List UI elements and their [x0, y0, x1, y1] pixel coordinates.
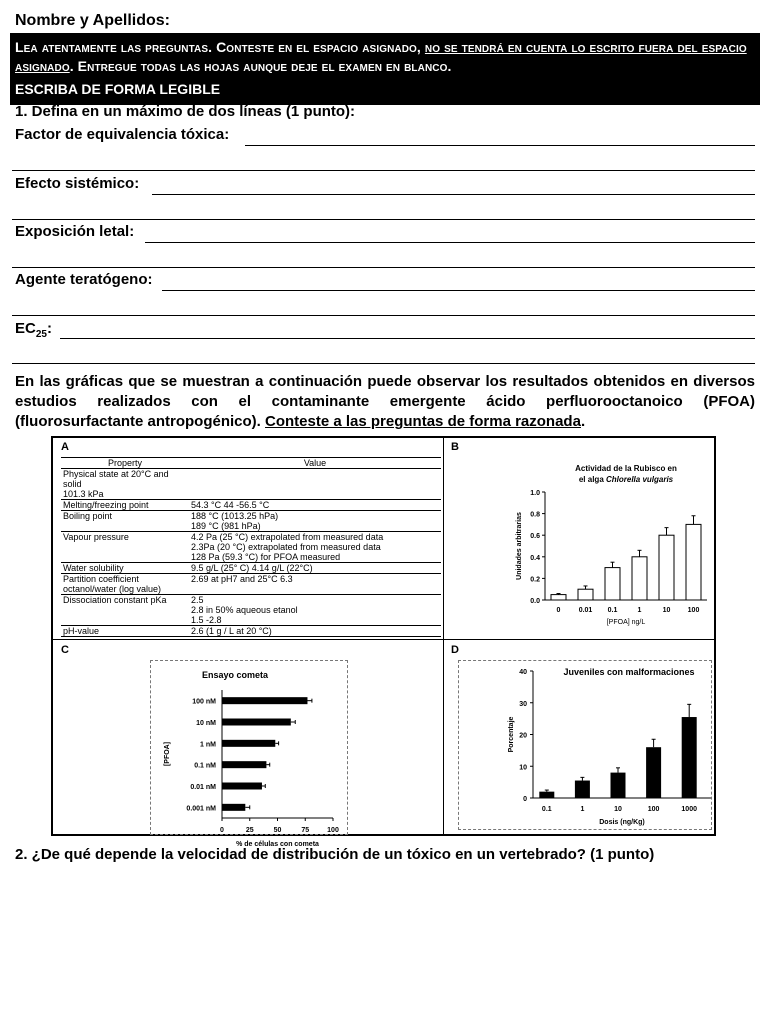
- answer-line[interactable]: [60, 338, 755, 339]
- term-label: Efecto sistémico:: [15, 175, 140, 192]
- intro-paragraph: En las gráficas que se muestran a continuación puede observar los resultados obtenidos en diversos estudios realizados con el contaminante emergente ácido perfluorooctanoico (PFOA) (fluorosurfactante antropogénico). Conteste a las preguntas de forma razonada.: [15, 373, 755, 430]
- value-cell: 2.5 2.8 in 50% aqueous etanol 1.5 -2.8: [189, 595, 441, 626]
- chart-title: Juveniles con malformaciones: [563, 667, 695, 677]
- y-tick-label: 10 nM: [196, 720, 216, 727]
- answer-line[interactable]: [245, 145, 755, 146]
- y-axis-label: [PFOA]: [164, 741, 171, 767]
- x-tick-label: 0: [556, 607, 561, 614]
- y-tick-label: 0.6: [530, 533, 540, 541]
- bar: [222, 783, 262, 790]
- x-tick-label: 1: [580, 806, 585, 813]
- table-row: [61, 469, 441, 500]
- property-cell: Partition coefficient octanol/water (log value): [61, 574, 189, 595]
- bar: [222, 719, 291, 726]
- y-tick-label: 0.4: [530, 554, 540, 562]
- answer-line[interactable]: [12, 170, 755, 171]
- property-cell: Dissociation constant pKa: [61, 595, 189, 626]
- table-body: [61, 469, 441, 637]
- y-axis-label: Unidades arbitrarias: [516, 512, 523, 580]
- table-row: [61, 563, 441, 574]
- name-label: Nombre y Apellidos:: [15, 12, 170, 29]
- property-cell: pH-value: [61, 626, 189, 637]
- x-tick-label: 0: [220, 827, 224, 834]
- answer-line[interactable]: [162, 290, 755, 291]
- property-cell: Melting/freezing point: [61, 500, 189, 511]
- bar: [605, 568, 620, 600]
- y-tick-label: 1.0: [530, 490, 540, 497]
- bar: [646, 747, 661, 798]
- panel-b-letter: B: [451, 441, 459, 453]
- chart-title: Ensayo cometa: [201, 670, 269, 680]
- x-tick-label: 0.1: [541, 806, 552, 813]
- x-tick-label: 0.01: [578, 607, 593, 614]
- bar: [686, 524, 701, 600]
- answer-line[interactable]: [12, 219, 755, 220]
- y-tick-label: 40: [519, 669, 527, 676]
- term-label: Exposición letal:: [15, 223, 135, 240]
- bar: [222, 761, 266, 768]
- x-tick-label: 10: [662, 607, 671, 614]
- y-tick-label: 0.1 nM: [194, 762, 216, 770]
- table-row: [61, 500, 441, 511]
- table-row: [61, 532, 441, 563]
- y-tick-label: 0.8: [530, 511, 540, 519]
- term-label: Agente teratógeno:: [15, 271, 153, 288]
- value-cell: 188 °C (1013.25 hPa) 189 °C (981 hPa): [189, 511, 441, 532]
- figure-panels: [51, 436, 716, 848]
- y-tick-label: 1 nM: [200, 741, 216, 749]
- value-cell: [189, 469, 441, 500]
- bar: [575, 781, 590, 798]
- answer-line[interactable]: [12, 267, 755, 268]
- properties-table: [61, 457, 441, 637]
- chart-d: [453, 660, 713, 832]
- panel-divider: [443, 438, 444, 834]
- y-tick-label: 0.001 nM: [186, 805, 216, 813]
- y-tick-label: 20: [519, 732, 527, 740]
- table-header: Property: [61, 458, 189, 469]
- bar: [611, 773, 626, 798]
- value-cell: 2.69 at pH7 and 25°C 6.3: [189, 574, 441, 595]
- question-1-title: 1. Defina en un máximo de dos líneas (1 punto):: [15, 103, 356, 120]
- chart-c: [150, 660, 348, 848]
- legible-notice: ESCRIBA DE FORMA LEGIBLE: [15, 81, 221, 97]
- property-cell: Vapour pressure: [61, 532, 189, 563]
- bar: [222, 804, 245, 811]
- chart-title: el alga Chlorella vulgaris: [578, 475, 674, 484]
- bar: [578, 589, 593, 600]
- panel-a-letter: A: [61, 441, 69, 453]
- x-tick-label: 10: [614, 806, 622, 813]
- x-axis-label: Dosis (ng/Kg): [599, 819, 645, 826]
- y-tick-label: 0.0: [530, 598, 540, 605]
- y-axis-label: Porcentaje: [508, 716, 515, 753]
- property-cell: Physical state at 20°C and solid 101.3 kPa: [61, 469, 189, 500]
- term-label: $EC_{25}$:: [15, 320, 52, 340]
- table-row: [61, 574, 441, 595]
- bar: [222, 697, 307, 704]
- value-cell: 9.5 g/L (25° C) 4.14 g/L (22°C): [189, 563, 441, 574]
- name-field[interactable]: [172, 8, 757, 32]
- bar: [659, 535, 674, 600]
- chart-title: Actividad de la Rubisco en: [575, 464, 677, 473]
- table-row: [61, 511, 441, 532]
- x-tick-label: 75: [301, 827, 310, 834]
- x-axis-label: [PFOA] ng/L: [606, 619, 646, 626]
- y-tick-label: 10: [519, 764, 527, 772]
- bar: [551, 595, 566, 600]
- value-cell: 2.6 (1 g / L at 20 °C): [189, 626, 441, 637]
- bar: [222, 740, 275, 747]
- question-2-title: 2. ¿De qué depende la velocidad de distribución de un tóxico en un vertebrado? (1 punto): [15, 846, 655, 863]
- answer-line[interactable]: [145, 242, 755, 243]
- property-cell: Water solubility: [61, 563, 189, 574]
- x-tick-label: 1: [637, 607, 642, 614]
- property-cell: Boiling point: [61, 511, 189, 532]
- table-header: Value: [189, 458, 441, 469]
- x-axis-label: % de células con cometa: [236, 841, 319, 848]
- panel-d-letter: D: [451, 644, 459, 656]
- value-cell: 4.2 Pa (25 °C) extrapolated from measured data 2.3Pa (20 °C) extrapolated from measured data 128 Pa (59.3 °C) for PFOA measured: [189, 532, 441, 563]
- y-tick-label: 100 nM: [192, 698, 216, 706]
- answer-line[interactable]: [12, 315, 755, 316]
- bar: [632, 557, 647, 600]
- y-tick-label: 0.01 nM: [190, 784, 216, 791]
- chart-b: [445, 440, 713, 638]
- answer-line[interactable]: [12, 363, 755, 364]
- y-tick-label: 0: [523, 796, 527, 803]
- x-tick-label: 0.1: [607, 607, 618, 614]
- x-tick-label: 50: [273, 827, 282, 834]
- x-tick-label: 25: [245, 827, 254, 834]
- x-tick-label: 100: [687, 607, 700, 614]
- panel-c-letter: C: [61, 644, 69, 656]
- instructions-underlined: no se tendrá en cuenta lo escrito fuera del espacio asignado: [15, 39, 747, 74]
- bar: [539, 792, 554, 798]
- instructions-text: Lea atentamente las preguntas. Conteste en el espacio asignado, no se tendrá en cuenta lo escrito fuera del espacio asignado. Entregue todas las hojas aunque deje el examen en blanco.: [15, 39, 747, 74]
- x-tick-label: 100: [647, 806, 660, 813]
- table-row: [61, 595, 441, 626]
- table-row: [61, 626, 441, 637]
- term-label: Factor de equivalencia tóxica:: [15, 126, 230, 143]
- y-tick-label: 30: [519, 700, 527, 708]
- panel-divider: [53, 639, 714, 640]
- answer-line[interactable]: [152, 194, 755, 195]
- x-tick-label: 1000: [681, 806, 697, 813]
- x-tick-label: 100: [327, 827, 339, 834]
- value-cell: 54.3 °C 44 -56.5 °C: [189, 500, 441, 511]
- bar: [682, 717, 697, 798]
- instructions-banner: [10, 33, 760, 105]
- y-tick-label: 0.2: [530, 576, 540, 584]
